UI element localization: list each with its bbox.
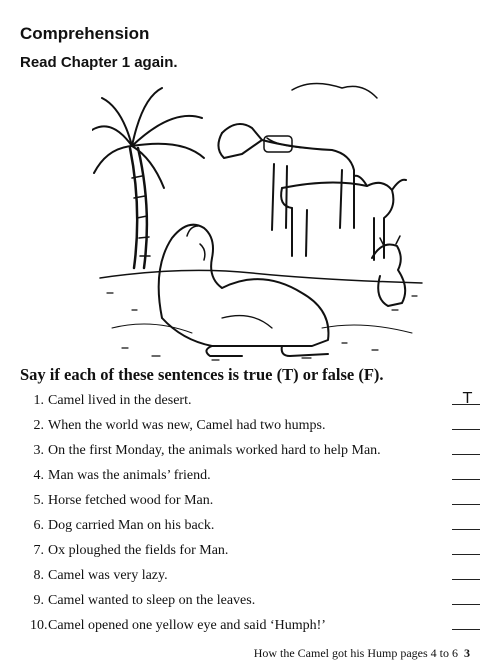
statement-item bbox=[30, 463, 480, 488]
exercise-question: Say if each of these sentences is true (T) or false (F). bbox=[20, 365, 384, 384]
item-text: Horse fetched wood for Man. bbox=[48, 493, 214, 508]
page-number: 3 bbox=[464, 646, 470, 660]
statement-item bbox=[30, 413, 480, 438]
answer-mark: T bbox=[462, 389, 472, 407]
answer-blank[interactable] bbox=[452, 579, 480, 580]
statement-item bbox=[30, 438, 480, 463]
statement-item bbox=[30, 513, 480, 538]
statement-item bbox=[30, 588, 480, 613]
statement-item bbox=[30, 613, 480, 638]
item-number: 9. bbox=[33, 593, 44, 608]
item-number: 2. bbox=[33, 418, 44, 433]
item-number: 3. bbox=[33, 443, 44, 458]
statement-item bbox=[30, 563, 480, 588]
answer-blank[interactable] bbox=[452, 604, 480, 605]
item-number: 8. bbox=[33, 568, 44, 583]
instruction: Read Chapter 1 again. bbox=[20, 54, 178, 71]
item-number: 1. bbox=[33, 393, 44, 408]
item-text: Camel was very lazy. bbox=[48, 568, 168, 583]
answer-blank[interactable] bbox=[452, 454, 480, 455]
item-text: When the world was new, Camel had two humps. bbox=[48, 418, 326, 433]
item-number: 6. bbox=[33, 518, 44, 533]
answer-blank[interactable] bbox=[452, 504, 480, 505]
page-footer bbox=[254, 646, 470, 661]
item-text: Camel wanted to sleep on the leaves. bbox=[48, 593, 256, 608]
statement-list bbox=[30, 388, 480, 638]
item-text: On the first Monday, the animals worked hard to help Man. bbox=[48, 443, 381, 458]
item-text: Camel opened one yellow eye and said ‘Humph!’ bbox=[48, 618, 326, 633]
item-number: 10. bbox=[30, 618, 48, 633]
item-text: Ox ploughed the fields for Man. bbox=[48, 543, 229, 558]
statement-item bbox=[30, 488, 480, 513]
item-text: Dog carried Man on his back. bbox=[48, 518, 215, 533]
statement-item bbox=[30, 388, 480, 413]
answer-blank[interactable] bbox=[452, 554, 480, 555]
camel-horse-ox-dog-desert-illustration-icon bbox=[92, 78, 432, 366]
item-text: Man was the animals’ friend. bbox=[48, 468, 211, 483]
answer-blank[interactable] bbox=[452, 629, 480, 630]
item-text: Camel lived in the desert. bbox=[48, 393, 192, 408]
answer-blank[interactable] bbox=[452, 529, 480, 530]
answer-blank[interactable] bbox=[452, 479, 480, 480]
footer-text: How the Camel got his Hump pages 4 to 6 bbox=[253, 646, 458, 660]
page-title: Comprehension bbox=[20, 24, 150, 43]
item-number: 4. bbox=[33, 468, 44, 483]
item-number: 7. bbox=[33, 543, 44, 558]
item-number: 5. bbox=[33, 493, 44, 508]
answer-blank[interactable] bbox=[452, 429, 480, 430]
statement-item bbox=[30, 538, 480, 563]
answer-blank[interactable] bbox=[452, 404, 480, 405]
